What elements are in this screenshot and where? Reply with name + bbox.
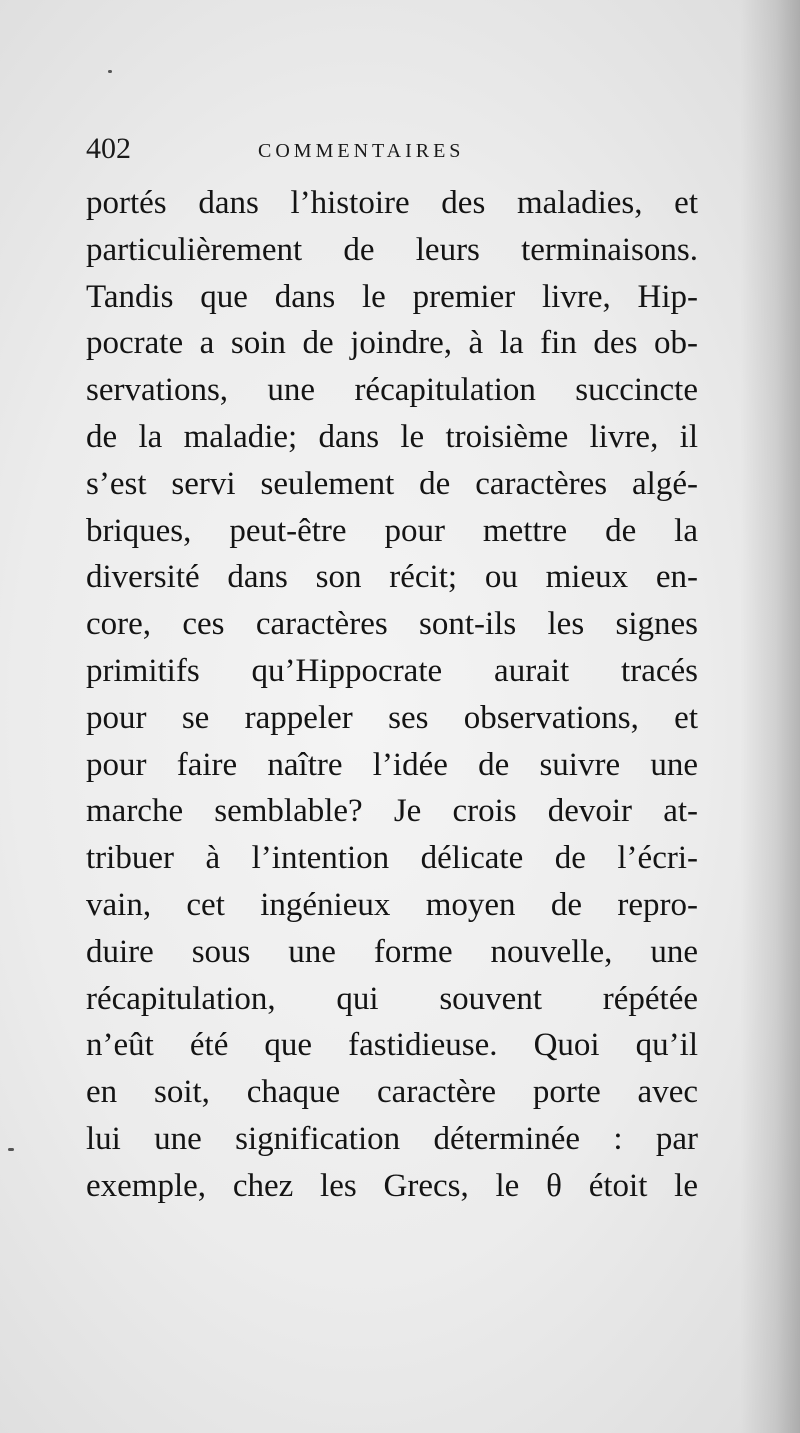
text-line: duire sous une forme nouvelle, une [86, 933, 698, 970]
text-line: primitifs qu’Hippocrate aurait tracés [86, 652, 698, 689]
text-line: lui une signification déterminée : par [86, 1120, 698, 1157]
ink-speck [8, 1148, 14, 1151]
text-line: servations, une récapitulation succincte [86, 372, 698, 409]
text-line: vain, cet ingénieux moyen de repro- [86, 886, 698, 923]
body-text [86, 180, 698, 1210]
text-line: de la maladie; dans le troisième livre, il [86, 418, 698, 455]
text-line: particulièrement de leurs terminaisons. [86, 231, 698, 268]
text-line: Tandis que dans le premier livre, Hip- [86, 278, 698, 315]
text-line: s’est servi seulement de caractères algé- [86, 465, 698, 502]
page-edge-shadow [740, 0, 800, 1433]
page-number: 402 [86, 132, 131, 165]
text-line: tribuer à l’intention délicate de l’écri- [86, 840, 698, 877]
text-line: en soit, chaque caractère porte avec [86, 1074, 698, 1111]
text-line: marche semblable? Je crois devoir at- [86, 793, 698, 830]
text-line: portés dans l’histoire des maladies, et [86, 185, 698, 221]
ink-speck [108, 70, 112, 73]
text-line: n’eût été que fastidieuse. Quoi qu’il [86, 1027, 698, 1064]
text-line: récapitulation, qui souvent répétée [86, 980, 698, 1017]
text-line: core, ces caractères sont-ils les signes [86, 606, 698, 643]
text-line: pour faire naître l’idée de suivre une [86, 746, 698, 783]
text-line: pour se rappeler ses observations, et [86, 699, 698, 736]
text-line: exemple, chez les Grecs, le θ étoit le [86, 1167, 698, 1204]
page-header [86, 132, 706, 172]
text-line: briques, peut-être pour mettre de la [86, 512, 698, 549]
text-line: pocrate a soin de joindre, à la fin des ob- [86, 325, 698, 362]
running-head: COMMENTAIRES [258, 140, 465, 162]
text-line: diversité dans son récit; ou mieux en- [86, 559, 698, 596]
